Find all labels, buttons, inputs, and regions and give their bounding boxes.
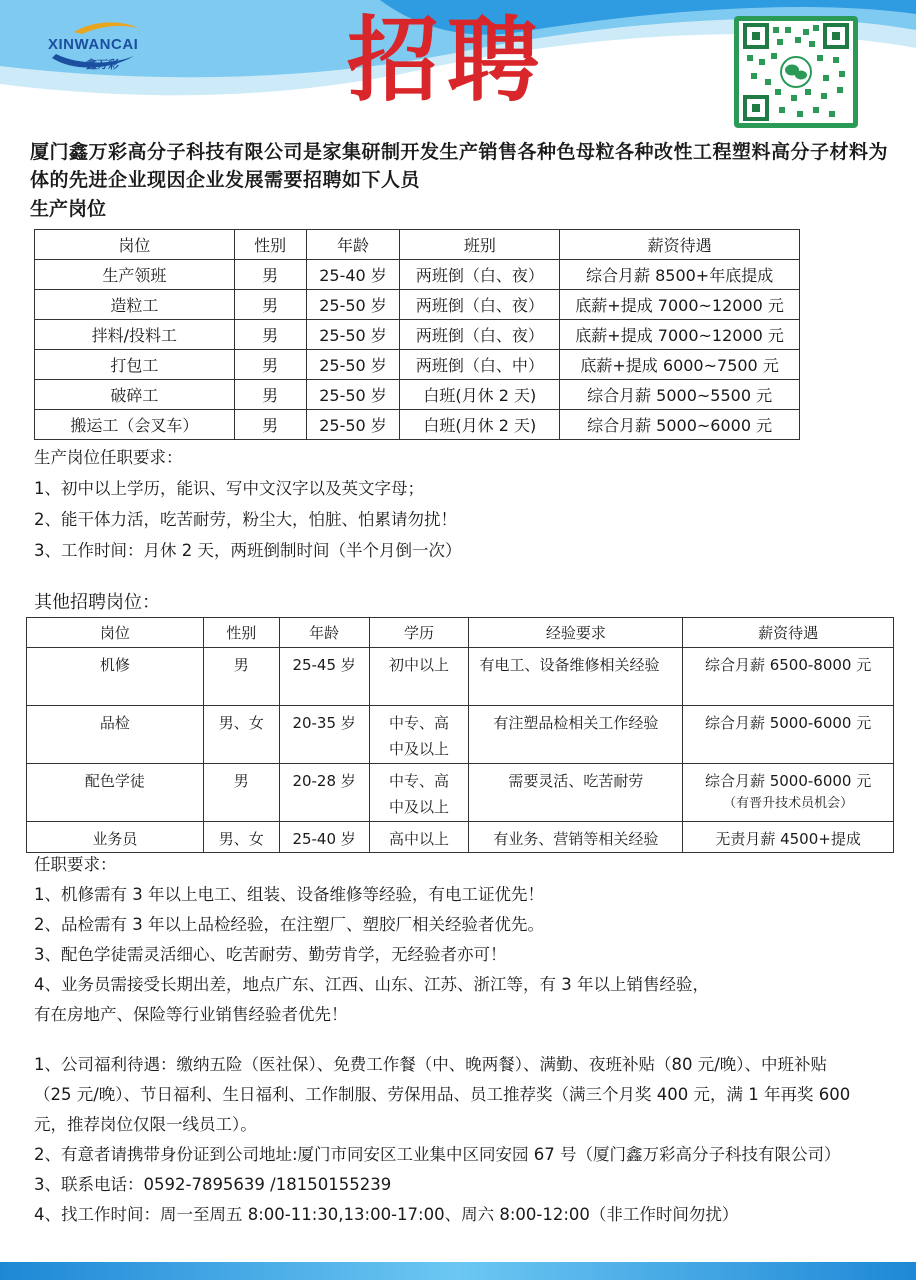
table-row: [27, 648, 894, 706]
header-cell: 学历: [369, 618, 469, 648]
shift-cell: 两班倒（白、中）: [400, 350, 560, 380]
salary-cell: 底薪+提成 7000~12000 元: [560, 290, 800, 320]
requirement-item: 3、配色学徒需灵活细心、吃苦耐劳、勤劳肯学，无经验者亦可！: [34, 945, 507, 964]
age-cell: 20-35 岁: [279, 706, 369, 764]
header-cell: 岗位: [35, 230, 235, 260]
requirement-item: 1、初中以上学历，能识、写中文汉字以及英文字母；: [34, 479, 424, 498]
experience-cell: 有业务、营销等相关经验: [469, 822, 683, 853]
experience-cell: 有注塑品检相关工作经验: [469, 706, 683, 764]
other-section-title: 其他招聘岗位：: [34, 592, 160, 613]
age-cell: 25-50 岁: [306, 290, 400, 320]
age-cell: 25-50 岁: [306, 320, 400, 350]
job-cell: 搬运工（会叉车）: [35, 410, 235, 440]
salary-note: （有晋升技术员机会）: [723, 796, 854, 811]
requirement-item: 2、能干体力活，吃苦耐劳，粉尘大，怕脏、怕累请勿扰！: [34, 510, 457, 529]
production-jobs-table: [34, 229, 800, 440]
gender-cell: 男: [203, 648, 279, 706]
gender-cell: 男: [234, 350, 306, 380]
shift-cell: 两班倒（白、夜）: [400, 320, 560, 350]
salary-cell: [683, 764, 894, 822]
requirement-item: 有在房地产、保险等行业销售经验者优先！: [34, 1005, 348, 1024]
requirements-title: 任职要求：: [34, 855, 117, 874]
job-cell: 破碎工: [35, 380, 235, 410]
header-cell: 年龄: [306, 230, 400, 260]
gender-cell: 男、女: [203, 706, 279, 764]
requirement-item: 4、业务员需接受长期出差，地点广东、江西、山东、江苏、浙江等，有 3 年以上销售经验，: [34, 975, 709, 994]
production-section-title: 生产岗位: [30, 198, 107, 220]
qr-code: [734, 16, 858, 128]
logo-text-en: XINWANCAI: [48, 36, 139, 53]
header-cell: 性别: [203, 618, 279, 648]
page-title: 招聘: [346, 7, 547, 114]
age-cell: 25-40 岁: [279, 822, 369, 853]
shift-cell: 两班倒（白、夜）: [400, 260, 560, 290]
salary-value: 综合月薪 5000-6000 元: [704, 772, 872, 790]
shift-cell: 白班(月休 2 天): [400, 380, 560, 410]
table-row: [35, 410, 800, 440]
gender-cell: 男: [203, 764, 279, 822]
hours-text: 4、找工作时间：周一至周五 8:00-11:30,13:00-17:00、周六 8:00-12:00（非工作时间勿扰）: [34, 1205, 739, 1224]
gender-cell: 男: [234, 380, 306, 410]
shift-cell: 白班(月休 2 天): [400, 410, 560, 440]
table-row: [35, 320, 800, 350]
requirement-item: 3、工作时间：月休 2 天，两班倒制时间（半个月倒一次）: [34, 541, 462, 560]
table-row: [35, 290, 800, 320]
age-cell: 20-28 岁: [279, 764, 369, 822]
table-row: [27, 822, 894, 853]
requirement-item: 1、机修需有 3 年以上电工、组装、设备维修等经验，有电工证优先！: [34, 885, 544, 904]
gender-cell: 男: [234, 260, 306, 290]
header-cell: 薪资待遇: [560, 230, 800, 260]
header-cell: 性别: [234, 230, 306, 260]
job-cell: 业务员: [27, 822, 204, 853]
header-cell: 薪资待遇: [683, 618, 894, 648]
requirements-title: 生产岗位任职要求：: [34, 448, 183, 467]
salary-cell: 底薪+提成 6000~7500 元: [560, 350, 800, 380]
job-cell: 生产领班: [35, 260, 235, 290]
education-cell: 中专、高中及以上: [369, 706, 469, 764]
qr-code-icon: [743, 23, 849, 121]
job-cell: 打包工: [35, 350, 235, 380]
requirement-item: 2、品检需有 3 年以上品检经验，在注塑厂、塑胶厂相关经验者优先。: [34, 915, 544, 934]
job-cell: 造粒工: [35, 290, 235, 320]
company-logo: [44, 18, 154, 74]
bottom-decoration-bar: [0, 1262, 916, 1280]
experience-cell: 有电工、设备维修相关经验: [469, 648, 683, 706]
table-row: [35, 380, 800, 410]
table-row: [35, 350, 800, 380]
education-cell: 中专、高中及以上: [369, 764, 469, 822]
gender-cell: 男: [234, 290, 306, 320]
gender-cell: 男、女: [203, 822, 279, 853]
education-cell: 高中以上: [369, 822, 469, 853]
other-jobs-table: [26, 617, 894, 853]
logo-text-cn: 鑫万彩: [86, 58, 119, 71]
salary-cell: 综合月薪 6500-8000 元: [683, 648, 894, 706]
salary-cell: 综合月薪 5000~6000 元: [560, 410, 800, 440]
salary-cell: 无责月薪 4500+提成: [683, 822, 894, 853]
age-cell: 25-45 岁: [279, 648, 369, 706]
table-row: [27, 706, 894, 764]
address-text: 2、有意者请携带身份证到公司地址:厦门市同安区工业集中区同安园 67 号（厦门鑫万彩高分子科技有限公司）: [34, 1145, 841, 1164]
age-cell: 25-40 岁: [306, 260, 400, 290]
table-row: [35, 260, 800, 290]
gender-cell: 男: [234, 410, 306, 440]
phone-text: 3、联系电话：0592-7895639 /18150155239: [34, 1175, 392, 1194]
salary-cell: 底薪+提成 7000~12000 元: [560, 320, 800, 350]
table-header-row: [35, 230, 800, 260]
header-cell: 班别: [400, 230, 560, 260]
table-header-row: [27, 618, 894, 648]
job-cell: 机修: [27, 648, 204, 706]
salary-cell: 综合月薪 8500+年底提成: [560, 260, 800, 290]
job-cell: 品检: [27, 706, 204, 764]
header-cell: 年龄: [279, 618, 369, 648]
gender-cell: 男: [234, 320, 306, 350]
shift-cell: 两班倒（白、夜）: [400, 290, 560, 320]
job-cell: 拌料/投料工: [35, 320, 235, 350]
header-cell: 岗位: [27, 618, 204, 648]
production-requirements: [34, 442, 462, 566]
other-requirements: [34, 850, 709, 1030]
age-cell: 25-50 岁: [306, 380, 400, 410]
benefits-text: 1、公司福利待遇：缴纳五险（医社保）、免费工作餐（中、晚两餐）、满勤、夜班补贴（80 元/晚）、中班补贴（25 元/晚）、节日福利、生日福利、工作制服、劳保用品、员工推荐奖（满三个月奖 400 元，满 1 年再奖 600 元，推荐岗位仅限一线员工）。: [34, 1055, 851, 1134]
experience-cell: 需要灵活、吃苦耐劳: [469, 764, 683, 822]
age-cell: 25-50 岁: [306, 410, 400, 440]
job-cell: 配色学徒: [27, 764, 204, 822]
company-intro: 厦门鑫万彩高分子科技有限公司是家集研制开发生产销售各种色母粒各种改性工程塑料高分子材料为体的先进企业现因企业发展需要招聘如下人员: [30, 141, 889, 191]
age-cell: 25-50 岁: [306, 350, 400, 380]
education-cell: 初中以上: [369, 648, 469, 706]
header-cell: 经验要求: [469, 618, 683, 648]
table-row: [27, 764, 894, 822]
company-info: [34, 1050, 854, 1230]
salary-cell: 综合月薪 5000~5500 元: [560, 380, 800, 410]
salary-cell: 综合月薪 5000-6000 元: [683, 706, 894, 764]
